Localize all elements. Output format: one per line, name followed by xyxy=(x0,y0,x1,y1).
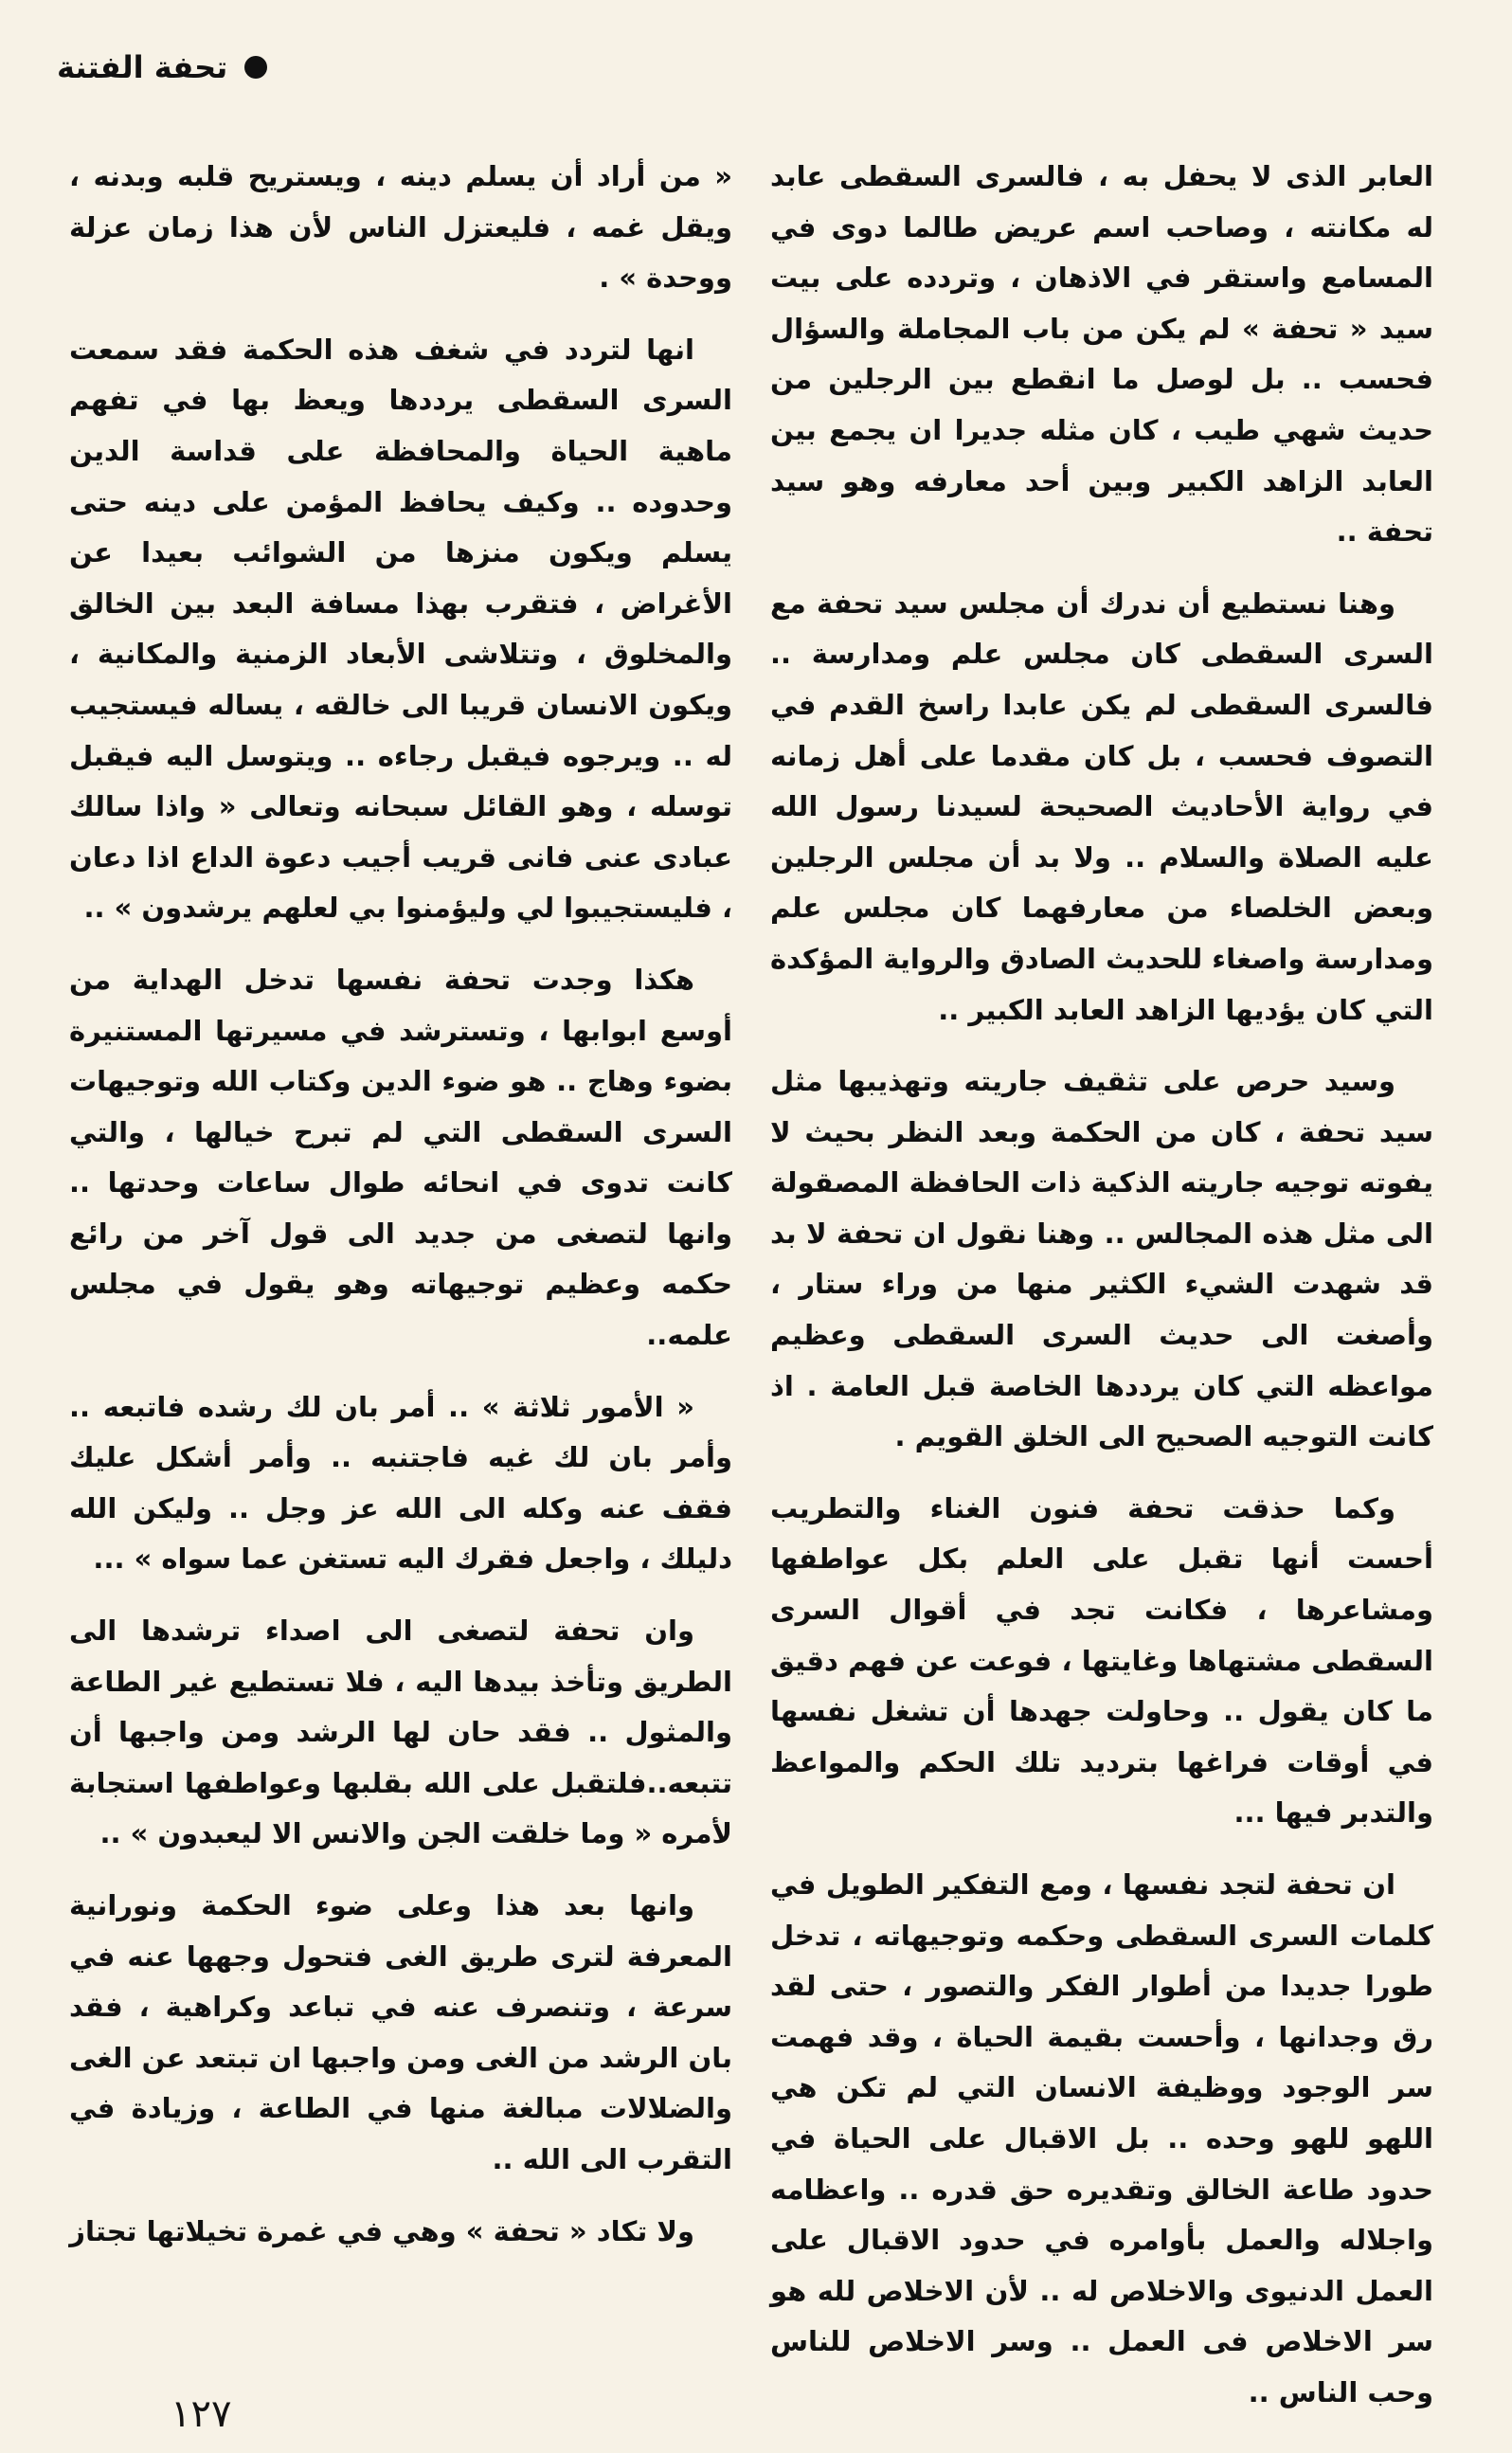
paragraph: وكما حذقت تحفة فنون الغناء والتطريب أحست أنها تقبل على العلم بكل عواطفها ومشاعرها ، فكانت تجد في أقوال السرى السقطى مشتهاها وغايتها ، فوعت عن فهم دقيق ما كان يقول .. وحاولت جهدها أن تشغل نفسها في أوقات فراغها بترديد تلك الحكم والمواعظ والتدبر فيها ... xyxy=(770,1491,1433,1830)
paragraph: انها لتردد في شغف هذه الحكمة فقد سمعت السرى السقطى يرددها ويعظ بها في تفهم ماهية الحياة والمحافظة على قداسة الدين وحدوده .. وكيف يحافظ المؤمن على دينه حتى يسلم ويكون منزها من الشوائب بعيدا عن الأغراض ، فتقرب بهذا مسافة البعد بين الخالق والمخلوق ، وتتلاشى الأبعاد الزمنية والمكانية ، ويكون الانسان قريبا الى خالقه ، يساله فيستجيب له .. ويرجوه فيقبل رجاءه .. ويتوسل اليه فيقبل توسله ، وهو القائل سبحانه وتعالى « واذا سالك عبادى عنى فانى قريب أجيب دعوة الداع اذا دعان ، فليستجيبوا لي وليؤمنوا بي لعلهم يرشدون » .. xyxy=(69,333,732,925)
page-header xyxy=(57,49,267,85)
quote-paragraph: « الأمور ثلاثة » .. أمر بان لك رشده فاتبعه .. وأمر بان لك غيه فاجتنبه .. وأمر أشكل عليك فقف عنه وكله الى الله عز وجل .. وليكن الله دليلك ، واجعل فقرك اليه تستغن عما سواه » ... xyxy=(69,1390,732,1576)
left-column xyxy=(69,152,732,2278)
running-title: تحفة الفتنة xyxy=(57,49,228,85)
paragraph: وان تحفة لتصغى الى اصداء ترشدها الى الطريق وتأخذ بيدها اليه ، فلا تستطيع غير الطاعة والمثول .. فقد حان لها الرشد ومن واجبها أن تتبعه..فلتقبل على الله بقلبها وعواطفها استجابة لأمره « وما خلقت الجن والانس الا ليعبدون » .. xyxy=(69,1614,732,1850)
paragraph: ولا تكاد « تحفة » وهي في غمرة تخيلاتها تجتاز xyxy=(69,2214,694,2247)
bullet-icon xyxy=(244,56,267,79)
paragraph: وانها بعد هذا وعلى ضوء الحكمة ونورانية المعرفة لترى طريق الغى فتحول وجهها عنه في سرعة ، وتنصرف عنه في تباعد وكراهية ، فقد بان الرشد من الغى ومن واجبها ان تبتعد عن الغى والضلالات مبالغة منها في الطاعة ، وزيادة في التقرب الى الله .. xyxy=(69,1889,732,2175)
right-column xyxy=(770,152,1433,2440)
quote-paragraph: « من أراد أن يسلم دينه ، ويستريح قلبه وبدنه ، ويقل غمه ، فليعتزل الناس لأن هذا زمان عزلة ووحدة » . xyxy=(69,160,732,295)
paragraph: العابر الذى لا يحفل به ، فالسرى السقطى عابد له مكانته ، وصاحب اسم عريض طالما دوى في المسامع واستقر في الاذهان ، وتردده على بيت سيد « تحفة » لم يكن من باب المجاملة والسؤال فحسب .. بل لوصل ما انقطع بين الرجلين من حديث شهي طيب ، كان مثله جديرا ان يجمع بين العابد الزاهد الكبير وبين أحد معارفه وهو سيد تحفة .. xyxy=(770,160,1433,549)
paragraph: هكذا وجدت تحفة نفسها تدخل الهداية من أوسع ابوابها ، وتسترشد في مسيرتها المستنيرة بضوء وهاج .. هو ضوء الدين وكتاب الله وتوجيهات السرى السقطى التي لم تبرح خيالها ، والتي كانت تدوى في انحائه طوال ساعات وحدتها .. وانها لتصغى من جديد الى قول آخر من رائع حكمه وعظيم توجيهاته وهو يقول في مجلس علمه.. xyxy=(69,963,732,1352)
paragraph: وسيد حرص على تثقيف جاريته وتهذيبها مثل سيد تحفة ، كان من الحكمة وبعد النظر بحيث لا يفوته توجيه جاريته الذكية ذات الحافظة المصقولة الى مثل هذه المجالس .. وهنا نقول ان تحفة لا بد قد شهدت الشيء الكثير منها من وراء ستار ، وأصغت الى حديث السرى السقطى وعظيم مواعظه التي كان يرددها الخاصة قبل العامة . اذ كانت التوجيه الصحيح الى الخلق القويم . xyxy=(770,1065,1433,1453)
paragraph: وهنا نستطيع أن ندرك أن مجلس سيد تحفة مع السرى السقطى كان مجلس علم ومدارسة .. فالسرى السقطى لم يكن عابدا راسخ القدم في التصوف فحسب ، بل كان مقدما على أهل زمانه في رواية الأحاديث الصحيحة لسيدنا رسول الله عليه الصلاة والسلام .. ولا بد أن مجلس الرجلين وبعض الخلصاء من معارفهما كان مجلس علم ومدارسة واصغاء للحديث الصادق والرواية المؤكدة التي كان يؤديها الزاهد العابد الكبير .. xyxy=(770,586,1433,1026)
paragraph: ان تحفة لتجد نفسها ، ومع التفكير الطويل في كلمات السرى السقطى وحكمه وتوجيهاته ، تدخل طورا جديدا من أطوار الفكر والتصور ، حتى لقد رق وجدانها ، وأحست بقيمة الحياة ، وقد فهمت سر الوجود ووظيفة الانسان التي لم تكن هي اللهو للهو وحده .. بل الاقبال على الحياة في حدود طاعة الخالق وتقديره حق قدره .. واعظامه واجلاله والعمل بأوامره في حدود الاقبال على العمل الدنيوى والاخلاص له .. لأن الاخلاص لله هو سر الاخلاص فى العمل .. وسر الاخلاص للناس وحب الناس .. xyxy=(770,1868,1433,2408)
page-number: ١٢٧ xyxy=(171,2392,232,2436)
